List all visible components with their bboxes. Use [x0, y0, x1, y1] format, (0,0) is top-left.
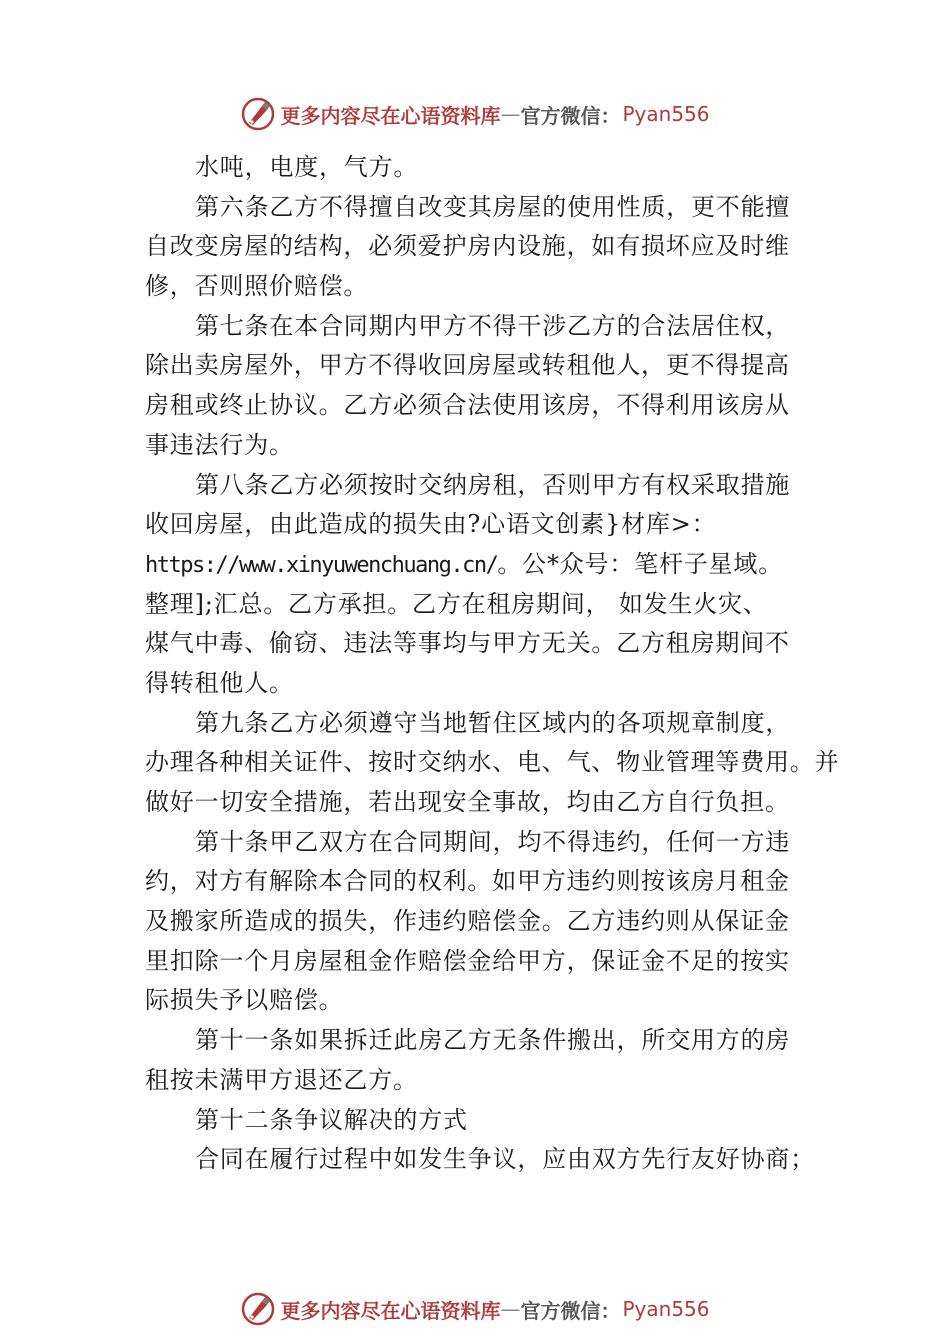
footer-wechat-id: Pyan556: [622, 1297, 710, 1321]
text-line: [145, 942, 825, 982]
document-body: [145, 148, 840, 1180]
text-line: [145, 505, 825, 545]
text-line: [145, 664, 825, 704]
line-text: 租按未满甲方退还乙方。: [145, 1065, 418, 1094]
text-line: [145, 1061, 825, 1101]
line-text: 第六条乙方不得擅自改变其房屋的使用性质，更不能擅: [195, 192, 791, 221]
line-text: 及搬家所造成的损失，作违约赔偿金。乙方违约则从保证金: [145, 907, 790, 936]
text-line: [145, 624, 825, 664]
footer-banner: [0, 1289, 950, 1329]
text-line: [145, 862, 825, 902]
line-text: 收回房屋，由此造成的损失由?心语文创素}材库>：: [145, 510, 717, 539]
text-line: [145, 783, 825, 823]
text-line: [145, 902, 825, 942]
text-line: [145, 585, 825, 625]
text-line: [145, 1021, 825, 1061]
footer-wechat-label: 官方微信：: [520, 1298, 621, 1323]
header-banner: [0, 94, 950, 134]
line-text: 第十条甲乙双方在合同期间，均不得违约，任何一方违: [195, 827, 791, 856]
text-line: [145, 267, 825, 307]
line-text: 水吨，电度，气方。: [195, 153, 419, 181]
line-text: 第九条乙方必须遵守当地暂住区域内的各项规章制度，: [195, 708, 791, 737]
line-text: 。公*众号：笔杆子星域。: [497, 549, 783, 578]
url-text: https://www.xinyuwenchuang.cn/: [145, 552, 498, 578]
text-line: [145, 1101, 825, 1141]
text-line: [145, 743, 840, 783]
header-dash: —: [500, 102, 521, 126]
line-text: 约，对方有解除本合同的权利。如甲方违约则按该房月租金: [145, 867, 790, 896]
line-text: 第八条乙方必须按时交纳房租，否则甲方有权采取措施: [195, 470, 791, 499]
header-wechat-id: Pyan556: [622, 102, 710, 126]
footer-brand-text: 更多内容尽在心语资料库: [280, 1298, 501, 1323]
line-text: 事违法行为。: [145, 430, 294, 459]
text-line: [145, 148, 825, 188]
line-text: 第十二条争议解决的方式: [195, 1105, 468, 1134]
line-text: 除出卖房屋外，甲方不得收回房屋或转租他人，更不得提高: [145, 351, 790, 380]
text-line: [145, 466, 825, 506]
text-line: [145, 386, 825, 426]
line-text: 修，否则照价赔偿。: [145, 272, 369, 301]
text-line: [145, 981, 825, 1021]
line-text: 第七条在本合同期内甲方不得干涉乙方的合法居住权，: [195, 311, 791, 340]
line-text: 合同在履行过程中如发生争议，应由双方先行友好协商；: [195, 1145, 815, 1174]
text-line: [145, 545, 825, 585]
line-text: 第十一条如果拆迁此房乙方无条件搬出，所交用方的房: [195, 1026, 791, 1055]
pen-nib-logo-icon: [240, 1291, 276, 1327]
header-wechat-label: 官方微信：: [520, 103, 621, 128]
line-text: 办理各种相关证件、按时交纳水、电、气、物业管理等费用。并: [145, 748, 840, 777]
text-line: [145, 227, 825, 267]
line-text: 里扣除一个月房屋租金作赔偿金给甲方，保证金不足的按实: [145, 946, 790, 975]
text-line: [145, 188, 825, 228]
text-line: [145, 1140, 825, 1180]
text-line: [145, 346, 825, 386]
line-text: 房租或终止协议。乙方必须合法使用该房，不得利用该房从: [145, 391, 790, 420]
line-text: 自改变房屋的结构，必须爱护房内设施，如有损坏应及时维: [145, 232, 790, 261]
text-line: [145, 307, 825, 347]
line-text: 得转租他人。: [145, 668, 294, 697]
line-text: 做好一切安全措施，若出现安全事故，均由乙方自行负担。: [145, 788, 790, 816]
line-text: 际损失予以赔偿。: [145, 986, 344, 1015]
line-text: 整理];汇总。乙方承担。乙方在租房期间， 如发生火灾、: [145, 589, 768, 618]
pen-nib-logo-icon: [240, 96, 276, 132]
line-text: 煤气中毒、偷窃、违法等事均与甲方无关。乙方租房期间不: [145, 629, 790, 658]
header-brand-text: 更多内容尽在心语资料库: [280, 103, 501, 128]
text-line: [145, 704, 825, 744]
footer-dash: —: [500, 1297, 521, 1321]
text-line: [145, 426, 825, 466]
text-line: [145, 823, 825, 863]
